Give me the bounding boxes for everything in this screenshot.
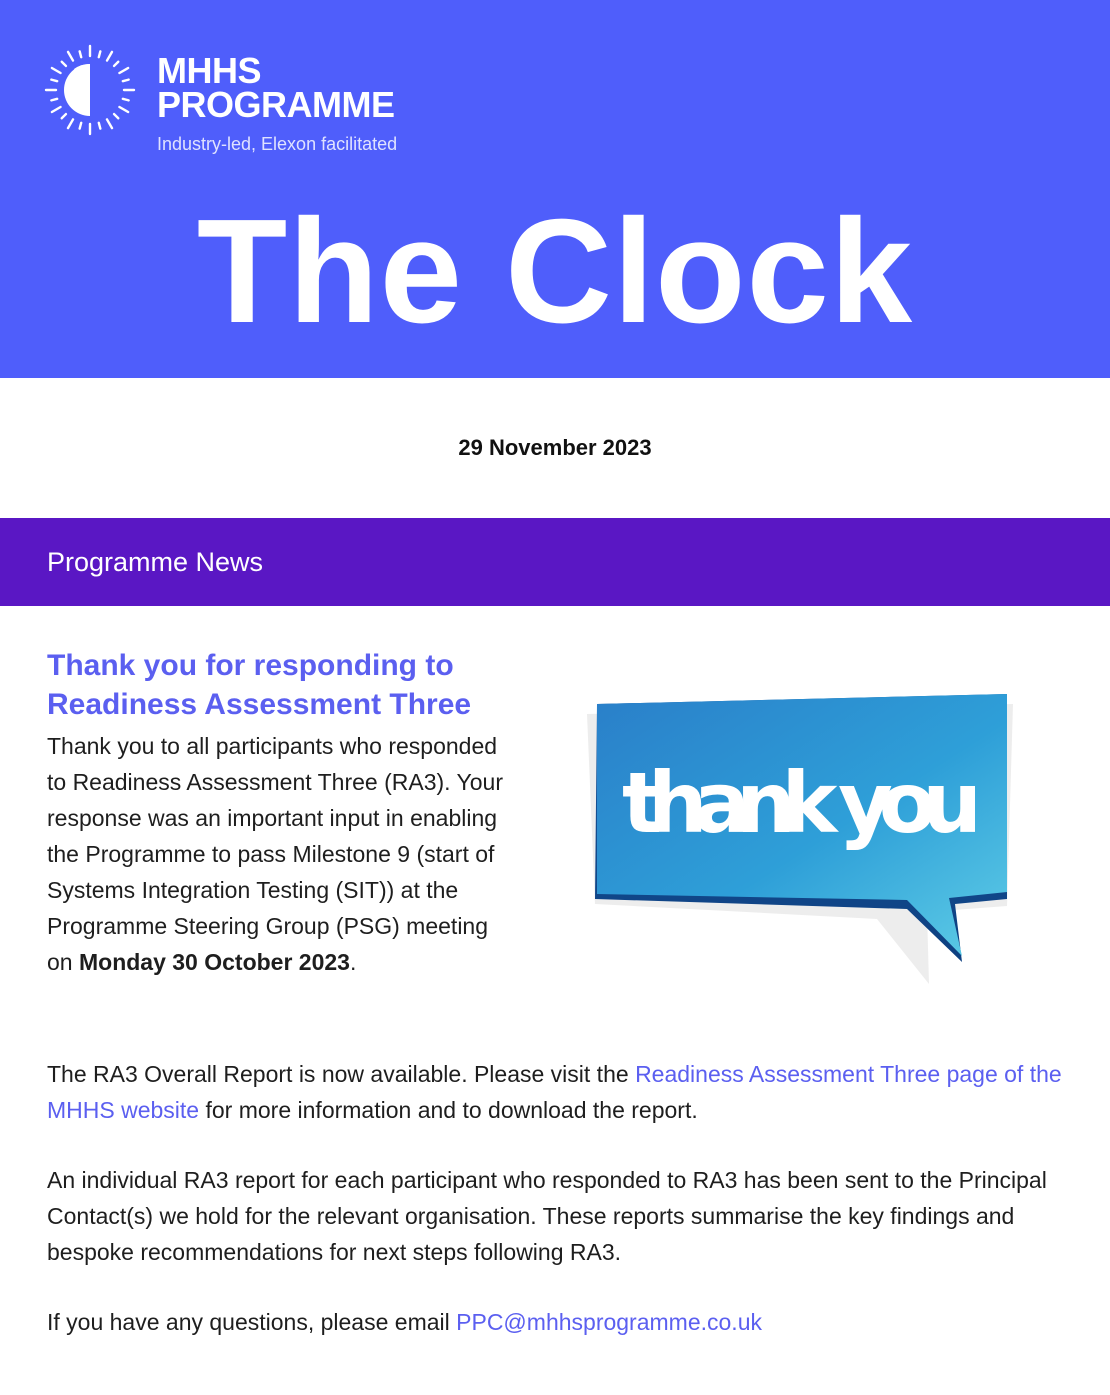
contact-email-link[interactable]: PPC@mhhsprogramme.co.uk <box>456 1309 762 1335</box>
meeting-date: Monday 30 October 2023 <box>78 949 350 975</box>
newsletter-title: The Clock <box>196 189 914 354</box>
section-title: Programme News <box>47 546 264 577</box>
issue-date: 29 November 2023 <box>458 435 652 460</box>
half-sun-clock-icon <box>44 44 136 136</box>
article-intro: Thank you to all participants who responded to Readiness Assessment Three (RA3). Your response was an important input in enabling the Programme to pass Milestone 9 (start of Systems Integration Testing (SIT)) at the Programme Steering Group (PSG) meeting on Monday 30 October 2023. <box>47 733 503 975</box>
brand-name-line1: MHHS <box>157 50 261 91</box>
thank-you-image <box>577 694 1017 984</box>
brand-block <box>157 50 398 155</box>
ra3-page-link[interactable]: Readiness Assessment Three page of the MHHS website <box>47 1061 1062 1123</box>
newsletter-header <box>0 0 1110 378</box>
contact-paragraph: If you have any questions, please email PPC@mhhsprogramme.co.uk <box>47 1309 762 1335</box>
article <box>0 606 1110 1340</box>
article-headline: Thank you for responding to Readiness Assessment Three <box>47 649 472 721</box>
brand-name-line2: PROGRAMME <box>157 84 395 125</box>
brand-tagline: Industry-led, Elexon facilitated <box>157 134 398 154</box>
report-available-paragraph: The RA3 Overall Report is now available. Please visit the Readiness Assessment Three page of the MHHS website for more information and to download the report. <box>47 1061 1062 1123</box>
individual-report-paragraph: An individual RA3 report for each participant who responded to RA3 has been sent to the Principal Contact(s) we hold for the relevant organisation. These reports summarise the key findings and bespoke recommendations for next steps following RA3. <box>47 1167 1047 1265</box>
section-heading <box>0 518 1110 606</box>
thank-you-text: thank you <box>622 754 982 852</box>
